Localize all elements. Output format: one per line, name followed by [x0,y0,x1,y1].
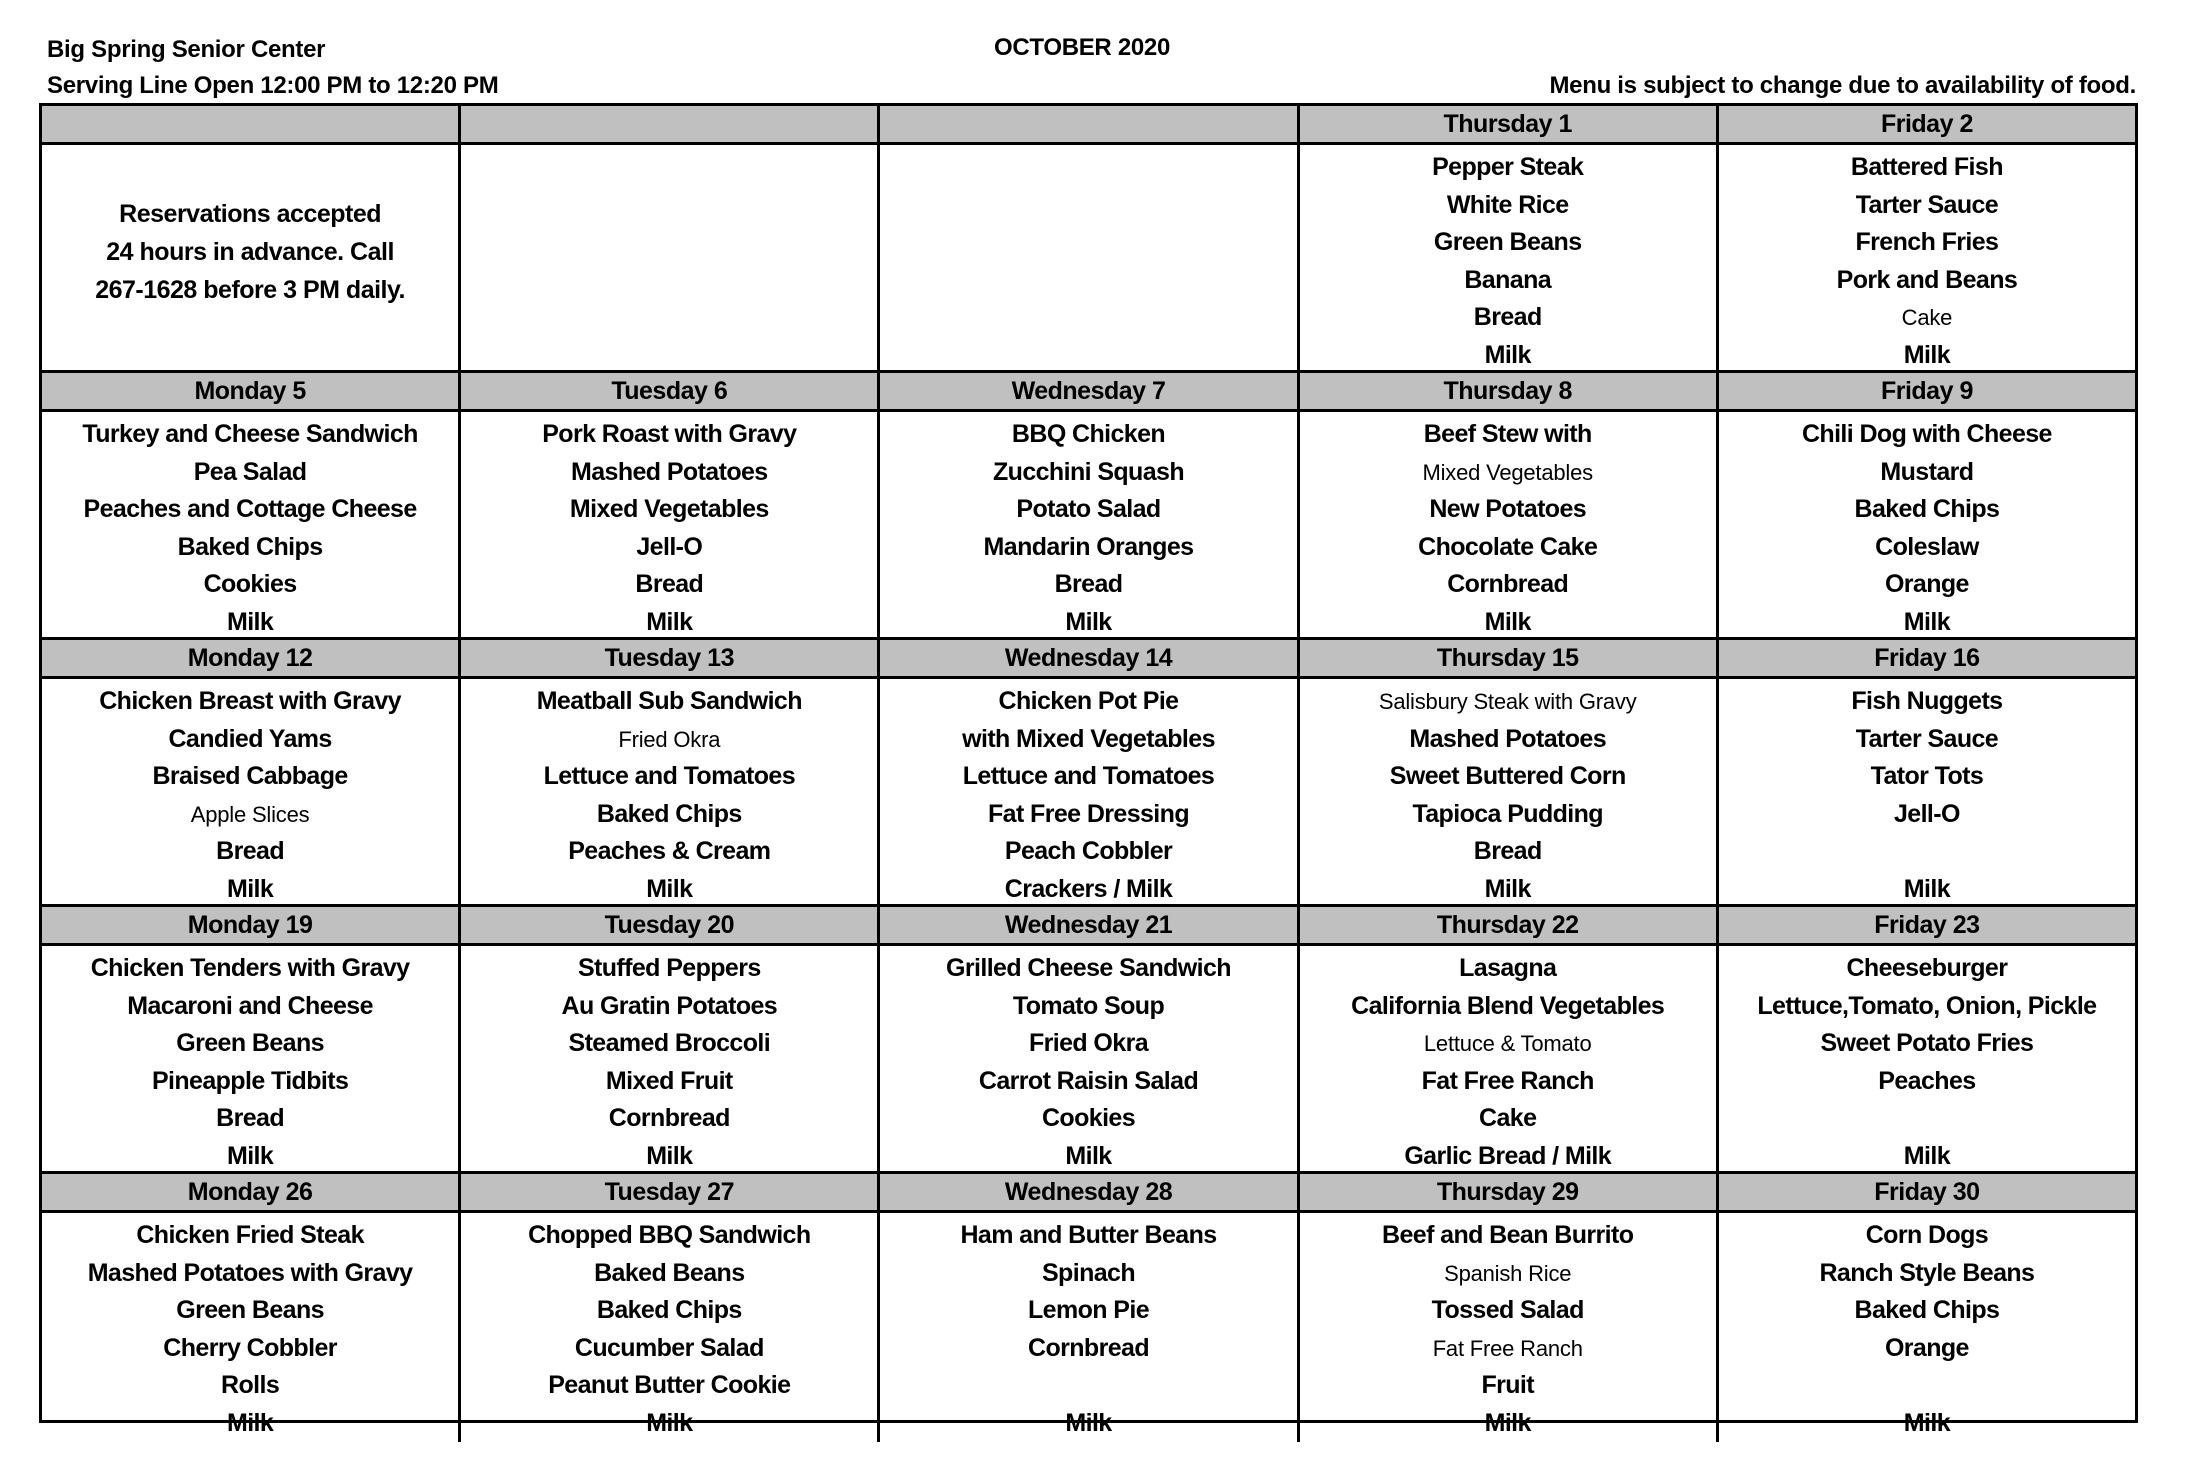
menu-item: Lettuce & Tomato [1423,1031,1592,1056]
day-menu [1297,412,1716,641]
day-header: Friday 16 [1716,640,2135,676]
menu-item: Cake [1479,1104,1537,1132]
menu-item: Zucchini Squash [992,457,1185,486]
day-menu [1297,946,1716,1175]
menu-item: Pineapple Tidbits [151,1066,349,1095]
day-header: Monday 5 [194,377,306,405]
menu-item: Battered Fish [1850,153,2003,181]
day-header [458,106,877,142]
day-menu [42,679,458,908]
menu-item: Chicken Breast with Gravy [99,687,401,715]
menu-item: Cherry Cobbler [163,1333,337,1362]
menu-item: Bread [1473,837,1542,865]
menu-item: Tossed Salad [1431,1296,1584,1324]
menu-item: Peach Cobbler [1004,837,1173,865]
menu-item: Bread [216,1104,285,1132]
reservation-note-line: Reservations accepted [119,200,382,228]
menu-item: Bread [1054,570,1123,598]
menu-item: Pea Salad [193,457,307,486]
menu-item: Stuffed Peppers [577,954,761,982]
month-title: OCTOBER 2020 [994,34,1171,61]
menu-item: Salisbury Steak with Gravy [1378,689,1637,714]
menu-item: Rolls [221,1371,280,1399]
menu-item: Baked Chips [1854,1296,2000,1324]
day-menu [877,679,1296,908]
menu-item: Lettuce and Tomatoes [962,762,1215,790]
menu-item: Milk [1065,1141,1112,1170]
day-header-row [42,907,2135,946]
day-header [877,106,1296,142]
menu-item: Sweet Potato Fries [1820,1029,2034,1057]
menu-item: Milk [1903,1408,1951,1437]
reservation-note [42,195,458,309]
day-header: Wednesday 28 [877,1174,1296,1210]
menu-item: White Rice [1446,190,1569,219]
menu-item: Apple Slices [190,801,310,827]
menu-item: Jell-O [636,532,703,561]
menu-item: Chicken Tenders with Gravy [90,954,410,982]
menu-item: Chopped BBQ Sandwich [528,1221,811,1249]
menu-item: Cookies [203,570,297,598]
day-menu [1716,1213,2135,1442]
menu-item: Fruit [1481,1371,1534,1399]
menu-item [1719,833,2135,871]
week-row [42,637,2135,904]
menu-item: Pork Roast with Gravy [542,420,797,448]
day-header: Tuesday 27 [458,1174,877,1210]
menu-item: Cornbread [608,1104,730,1132]
menu-item: Cookies [1041,1104,1136,1132]
menu-row [42,679,2135,908]
menu-item: with Mixed Vegetables [962,724,1215,753]
day-menu [877,412,1296,641]
day-header: Tuesday 13 [458,640,877,676]
menu-item: Meatball Sub Sandwich [536,687,802,715]
menu-item: Peaches and Cottage Cheese [83,495,417,523]
menu-item: Sweet Buttered Corn [1389,762,1626,790]
day-header: Wednesday 21 [877,907,1296,943]
menu-item: Lasagna [1459,954,1557,982]
menu-item: Cake [1901,305,1953,330]
day-header: Friday 23 [1716,907,2135,943]
menu-item: Chicken Fried Steak [136,1221,364,1249]
week-row [42,1171,2135,1438]
center-name: Big Spring Senior Center [47,36,326,63]
menu-row [42,145,2135,374]
menu-item: Mixed Fruit [605,1066,733,1095]
menu-item: Tator Tots [1870,762,1984,790]
menu-item: Fat Free Ranch [1432,1335,1583,1361]
day-menu [1716,946,2135,1175]
menu-item: Au Gratin Potatoes [561,991,778,1020]
menu-item: Ham and Butter Beans [960,1221,1217,1249]
day-header: Friday 9 [1716,373,2135,409]
menu-item: Turkey and Cheese Sandwich [82,420,418,448]
menu-item: Ranch Style Beans [1819,1258,2035,1287]
menu-item: Beef and Bean Burrito [1382,1221,1634,1249]
menu-item: Coleslaw [1875,532,1979,561]
menu-item: Lettuce and Tomatoes [543,762,796,790]
menu-item [880,1367,1296,1405]
menu-item: Milk [1903,340,1951,369]
menu-item: Mandarin Oranges [983,532,1194,561]
day-menu [1716,679,2135,908]
day-header-row [42,106,2135,145]
day-menu [1716,412,2135,641]
menu-item: Mustard [1880,457,1974,486]
menu-item: Milk [1903,1141,1951,1170]
menu-item: Milk [646,1141,693,1170]
week-row [42,904,2135,1171]
menu-item: Green Beans [176,1296,324,1324]
menu-item: Cornbread [1447,570,1569,598]
day-header-row [42,373,2135,412]
menu-item: Garlic Bread / Milk [1404,1141,1612,1170]
day-header: Monday 26 [187,1178,313,1206]
day-header: Thursday 8 [1297,373,1716,409]
day-menu [458,412,877,641]
menu-item: Milk [1484,607,1531,636]
menu-item: Milk [1484,340,1531,369]
menu-item: Peaches & Cream [568,837,771,865]
day-header: Thursday 15 [1297,640,1716,676]
menu-item: Beef Stew with [1423,420,1592,448]
menu-item: Fried Okra [618,726,721,752]
menu-item: Mashed Potatoes with Gravy [87,1258,413,1287]
menu-item: Tarter Sauce [1855,724,1999,753]
menu-item: Tapioca Pudding [1412,799,1603,828]
menu-item: Mixed Vegetables [1422,459,1593,485]
menu-item: Banana [1464,265,1552,294]
day-menu [1716,145,2135,374]
menu-item: Cornbread [1028,1333,1150,1362]
menu-item: Candied Yams [168,724,332,753]
menu-item: Milk [226,607,274,636]
menu-item: Bread [1473,303,1542,331]
menu-item: Milk [1903,874,1951,903]
menu-item: Potato Salad [1016,495,1161,523]
menu-item: Orange [1884,1333,1969,1362]
menu-calendar [39,103,2138,1437]
menu-item: Pepper Steak [1432,153,1584,181]
week-row [42,106,2135,370]
day-menu [42,412,458,641]
menu-item: Bread [635,570,704,598]
menu-item: Milk [1065,1408,1112,1437]
menu-item: Crackers / Milk [1004,874,1173,903]
reservation-note-line: 267-1628 before 3 PM daily. [95,276,405,304]
day-menu-empty [458,145,877,374]
menu-item: Cucumber Salad [574,1333,764,1362]
reservation-note-cell [42,145,458,374]
menu-item: Milk [646,1408,693,1437]
menu-item: Milk [1484,1408,1531,1437]
serving-hours: Serving Line Open 12:00 PM to 12:20 PM [47,72,499,99]
menu-item: Milk [646,874,693,903]
menu-item [1719,1367,2135,1405]
day-header-row [42,1174,2135,1213]
menu-change-notice: Menu is subject to change due to availability of food. [1549,72,2136,99]
menu-item: Milk [1903,607,1951,636]
day-header: Wednesday 14 [877,640,1296,676]
day-header-row [42,640,2135,679]
menu-item: Grilled Cheese Sandwich [946,954,1231,982]
menu-item: Milk [226,874,274,903]
menu-item: New Potatoes [1429,495,1587,523]
day-menu [1297,1213,1716,1442]
menu-item: Chocolate Cake [1418,532,1598,561]
menu-item: French Fries [1855,228,1999,256]
reservation-note-line: 24 hours in advance. Call [106,238,394,266]
menu-item: Mixed Vegetables [569,495,769,523]
day-header: Thursday 22 [1297,907,1716,943]
menu-item: Tarter Sauce [1855,190,1999,219]
menu-item: Peaches [1878,1066,1976,1095]
menu-item: Chili Dog with Cheese [1801,420,2052,448]
day-menu [42,946,458,1175]
day-menu [458,946,877,1175]
day-menu [877,1213,1296,1442]
menu-item: Milk [646,607,693,636]
menu-item: Fried Okra [1028,1029,1149,1057]
menu-item: Green Beans [176,1029,324,1057]
day-header: Wednesday 7 [877,373,1296,409]
day-header: Tuesday 6 [458,373,877,409]
day-header: Monday 12 [187,644,313,672]
day-menu [42,1213,458,1442]
menu-item: Lettuce,Tomato, Onion, Pickle [1757,991,2097,1020]
menu-item: Corn Dogs [1865,1221,1989,1249]
day-header: Thursday 29 [1297,1174,1716,1210]
menu-item: Lemon Pie [1027,1296,1150,1324]
menu-item [1719,1100,2135,1138]
menu-item: Milk [226,1141,274,1170]
menu-item: Spanish Rice [1444,1260,1572,1286]
menu-item: Chicken Pot Pie [998,687,1179,715]
menu-item: Baked Chips [596,799,742,828]
menu-item: Baked Chips [1854,495,2000,523]
menu-item: Tomato Soup [1012,991,1165,1020]
day-header: Friday 2 [1716,106,2135,142]
menu-item: California Blend Vegetables [1351,991,1665,1020]
day-menu [458,1213,877,1442]
day-header: Tuesday 20 [458,907,877,943]
menu-item: Fat Free Ranch [1421,1066,1594,1095]
menu-item: Orange [1884,570,1969,598]
menu-item: Braised Cabbage [152,762,348,790]
day-menu-empty [877,145,1296,374]
day-header [42,106,458,142]
menu-row [42,412,2135,641]
week-row [42,370,2135,637]
day-menu [877,946,1296,1175]
menu-row [42,946,2135,1175]
menu-item: Pork and Beans [1836,265,2018,294]
menu-item: Baked Chips [177,532,323,561]
menu-item: Baked Beans [594,1258,745,1287]
menu-item: Macaroni and Cheese [127,991,373,1020]
menu-item: Milk [1065,607,1112,636]
menu-item: Cheeseburger [1846,954,2008,982]
menu-item: Bread [216,837,285,865]
menu-item: Milk [1484,874,1531,903]
menu-item: Jell-O [1893,799,1960,828]
day-menu [458,679,877,908]
menu-item: Mashed Potatoes [1409,724,1607,753]
menu-item: BBQ Chicken [1011,420,1166,448]
menu-item: Spinach [1041,1258,1136,1287]
menu-item: Green Beans [1433,228,1582,256]
menu-item: Fat Free Dressing [988,799,1189,828]
day-menu [1297,679,1716,908]
menu-item: Milk [226,1408,274,1437]
day-header: Thursday 1 [1297,106,1716,142]
menu-item: Fish Nuggets [1851,687,2003,715]
day-header: Friday 30 [1716,1174,2135,1210]
day-header: Monday 19 [187,911,313,939]
menu-item: Mashed Potatoes [571,457,768,486]
day-menu [1297,145,1716,374]
menu-item: Peanut Butter Cookie [548,1371,791,1399]
menu-item: Baked Chips [596,1296,742,1324]
menu-item: Steamed Broccoli [568,1029,771,1057]
menu-row [42,1213,2135,1442]
menu-item: Carrot Raisin Salad [978,1066,1199,1095]
